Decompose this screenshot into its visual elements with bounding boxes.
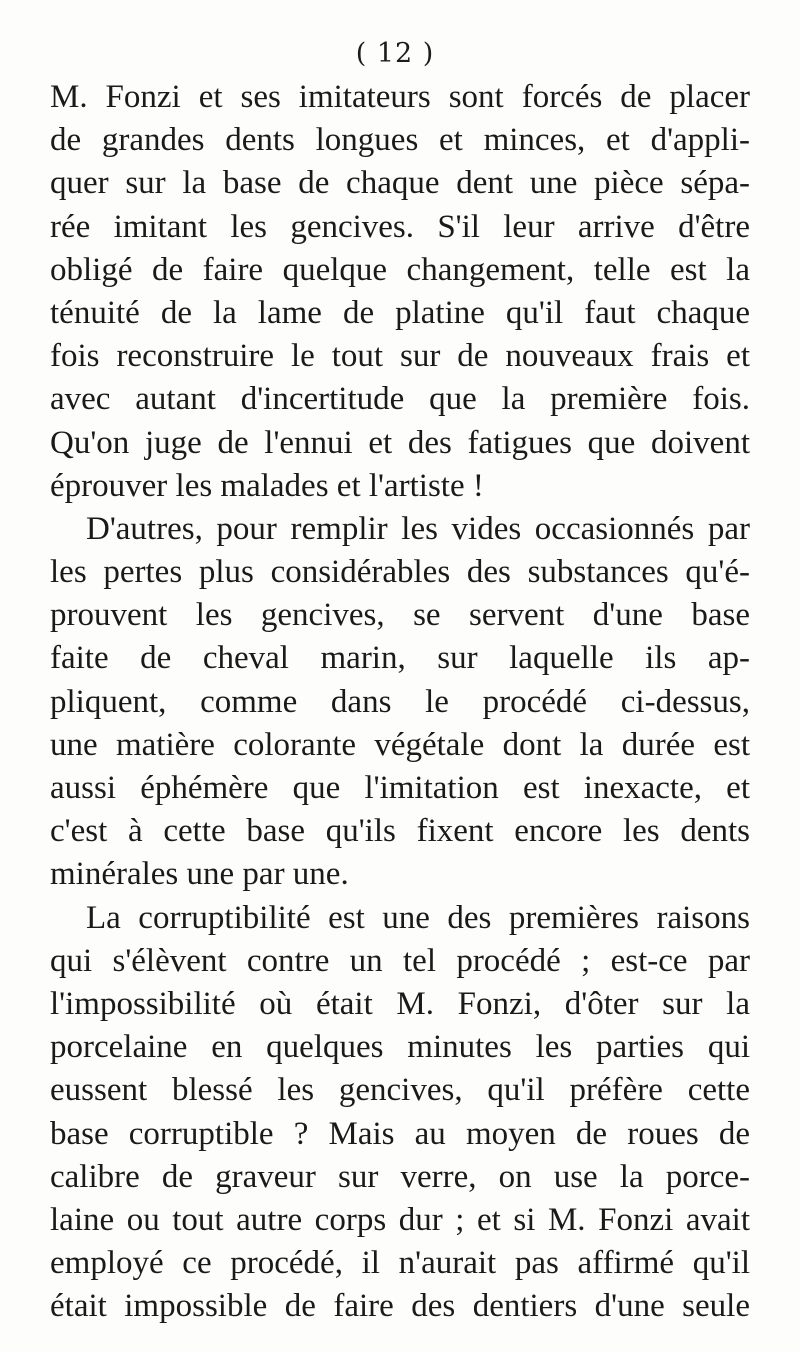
text-line: laine ou tout autre corps dur ; et si M. Fonzi avait (50, 1201, 750, 1238)
text-line: minérales une par une. (50, 856, 349, 893)
text-line: D'autres, pour remplir les vides occasionnés par (86, 510, 750, 547)
text-line: quer sur la base de chaque dent une pièce sépa- (50, 165, 750, 202)
text-line: c'est à cette base qu'ils fixent encore les dents (50, 813, 750, 850)
text-line: eussent blessé les gencives, qu'il préfère cette (50, 1072, 750, 1109)
paragraph-3 (50, 897, 750, 1329)
text-line: Qu'on juge de l'ennui et des fatigues que doivent (50, 424, 750, 461)
text-line: aussi éphémère que l'imitation est inexacte, et (50, 770, 750, 806)
text-line: une matière colorante végétale dont la durée est (50, 726, 750, 763)
text-line: porcelaine en quelques minutes les parties qui (50, 1029, 750, 1066)
text-line: éprouver les malades et l'artiste ! (50, 467, 484, 504)
text-line: base corruptible ? Mais au moyen de roues de (50, 1115, 750, 1152)
text-line: calibre de graveur sur verre, on use la porce- (50, 1158, 750, 1195)
text-line: obligé de faire quelque changement, telle est la (50, 251, 750, 288)
text-line: rée imitant les gencives. S'il leur arrive d'être (50, 208, 750, 245)
text-line: qui s'élèvent contre un tel procédé ; est-ce par (50, 942, 750, 979)
page-number: ( 12 ) (355, 38, 435, 69)
text-line: avec autant d'incertitude que la première fois. (50, 381, 750, 418)
text-line: employé ce procédé, il n'aurait pas affirmé qu'il (50, 1245, 750, 1282)
text-line: était impossible de faire des dentiers d'une seule (50, 1288, 750, 1325)
text-line: fois reconstruire le tout sur de nouveaux frais et (50, 338, 750, 375)
paragraph-2 (50, 508, 750, 897)
text-line: M. Fonzi et ses imitateurs sont forcés de placer (50, 79, 750, 115)
text-line: les pertes plus considérables des substances qu'é- (50, 554, 750, 591)
text-line: l'impossibilité où était M. Fonzi, d'ôter sur la (50, 985, 750, 1022)
text-line: de grandes dents longues et minces, et d'appli- (50, 122, 750, 159)
page-text (50, 76, 750, 1328)
text-line: pliquent, comme dans le procédé ci-dessus, (50, 683, 750, 720)
paragraph-1 (50, 76, 750, 508)
text-line: faite de cheval marin, sur laquelle ils ap- (50, 640, 750, 677)
text-line: La corruptibilité est une des premières raisons (86, 899, 750, 936)
text-line: ténuité de la lame de platine qu'il faut chaque (50, 294, 750, 331)
text-line: prouvent les gencives, se servent d'une base (50, 597, 750, 634)
